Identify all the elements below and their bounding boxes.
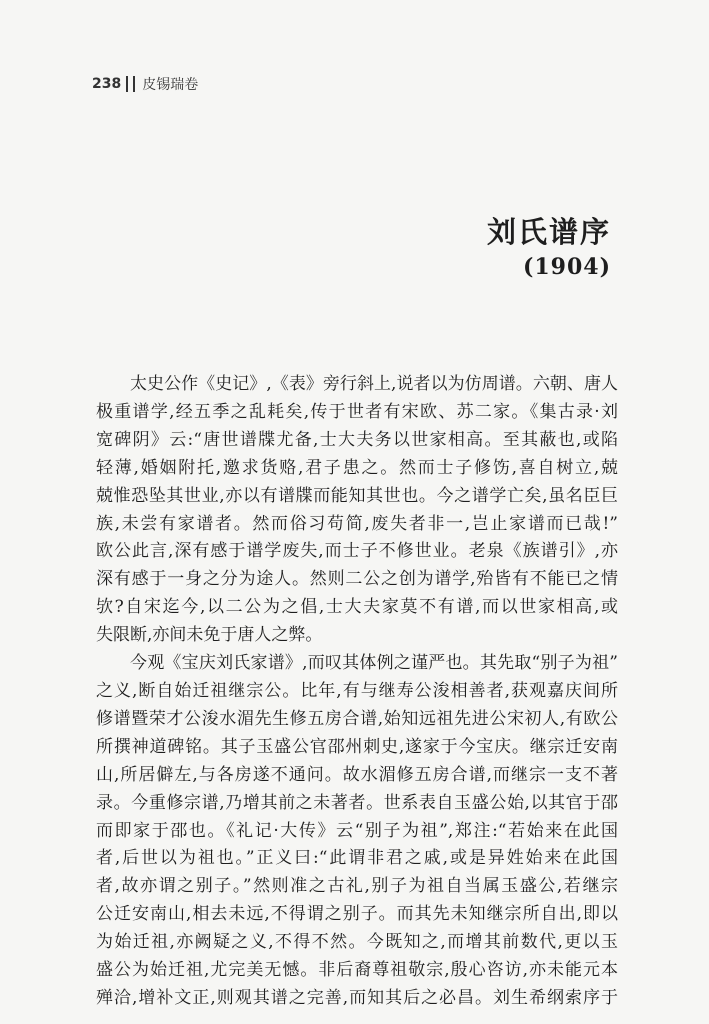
paragraph-line: 族,未尝有家谱者。然而俗习苟简,废失者非一,岂止家谱而已哉!”	[96, 513, 618, 534]
book-title: 皮锡瑞卷	[142, 77, 199, 93]
paragraph-line: 之义,断自始迁祖继宗公。比年,有与继寿公浚相善者,获观嘉庆间所	[96, 680, 618, 701]
paragraph-line: 轻薄,婚姻附托,邀求货赂,君子患之。然而士子修饬,喜自树立,兢	[96, 457, 618, 478]
paragraph-line: 兢惟恐坠其世业,亦以有谱牒而能知其世也。今之谱学亡矣,虽名臣巨	[96, 485, 618, 506]
header-divider	[126, 76, 135, 92]
paragraph-line: 者,后世以为祖也。”正义曰:“此谓非君之戚,或是异姓始来在此国	[96, 848, 618, 869]
paragraph-line: 公迁安南山,相去未远,不得谓之别子。而其先未知继宗所自出,即以	[96, 904, 618, 925]
paragraph	[96, 650, 618, 1013]
paragraph-line: 殚洽,增补文正,则观其谱之完善,而知其后之必昌。刘生希纲索序于	[96, 987, 618, 1008]
paragraph-line: 而即家于邵也。《礼记·大传》云“别子为祖”,郑注:“若始来在此国	[96, 820, 618, 841]
page-number: 238	[92, 76, 122, 92]
paragraph	[96, 371, 618, 650]
paragraph-line: 失限断,亦间未免于唐人之弊。	[96, 625, 323, 646]
paragraph-line: 山,所居僻左,与各房遂不通问。故水湄修五房合谱,而继宗一支不著	[96, 764, 618, 785]
article-title: 刘氏谱序	[486, 215, 611, 249]
paragraph-line: 深有感于一身之分为途人。然则二公之创为谱学,殆皆有不能已之情	[96, 569, 618, 590]
paragraph-line: 宽碑阴》云:“唐世谱牒尤备,士大夫务以世家相高。至其蔽也,或陷	[96, 429, 618, 450]
paragraph-line: 今观《宝庆刘氏家谱》,而叹其体例之谨严也。其先取“别子为祖”	[130, 653, 618, 674]
paragraph-line: 欤?自宋迄今,以二公为之倡,士大夫家莫不有谱,而以世家相高,或	[96, 597, 618, 618]
paragraph-line: 盛公为始迁祖,尤完美无憾。非后裔尊祖敬宗,殷心咨访,亦未能元本	[96, 960, 618, 981]
paragraph-line: 为始迁祖,亦阙疑之义,不得不然。今既知之,而增其前数代,更以玉	[96, 932, 618, 953]
paragraph-line: 欧公此言,深有感于谱学废失,而士子不修世业。老泉《族谱引》,亦	[96, 541, 618, 562]
running-header	[92, 74, 198, 94]
paragraph-line: 极重谱学,经五季之乱耗矣,传于世者有宋欧、苏二家。《集古录·刘	[96, 401, 618, 422]
paragraph-line: 太史公作《史记》,《表》旁行斜上,说者以为仿周谱。六朝、唐人	[130, 374, 618, 394]
paragraph-line: 者,故亦谓之别子。”然则准之古礼,别子为祖自当属玉盛公,若继宗	[96, 876, 618, 897]
article-body	[96, 371, 618, 1013]
paragraph-line: 所撰神道碑铭。其子玉盛公官邵州刺史,遂家于今宝庆。继宗迁安南	[96, 736, 618, 757]
paragraph-line: 修谱暨荣才公浚水湄先生修五房合谱,始知远祖先进公宋初人,有欧公	[96, 708, 618, 729]
paragraph-line: 录。今重修宗谱,乃增其前之未著者。世系表自玉盛公始,以其官于邵	[96, 792, 618, 813]
article-year: (1904)	[522, 254, 611, 280]
